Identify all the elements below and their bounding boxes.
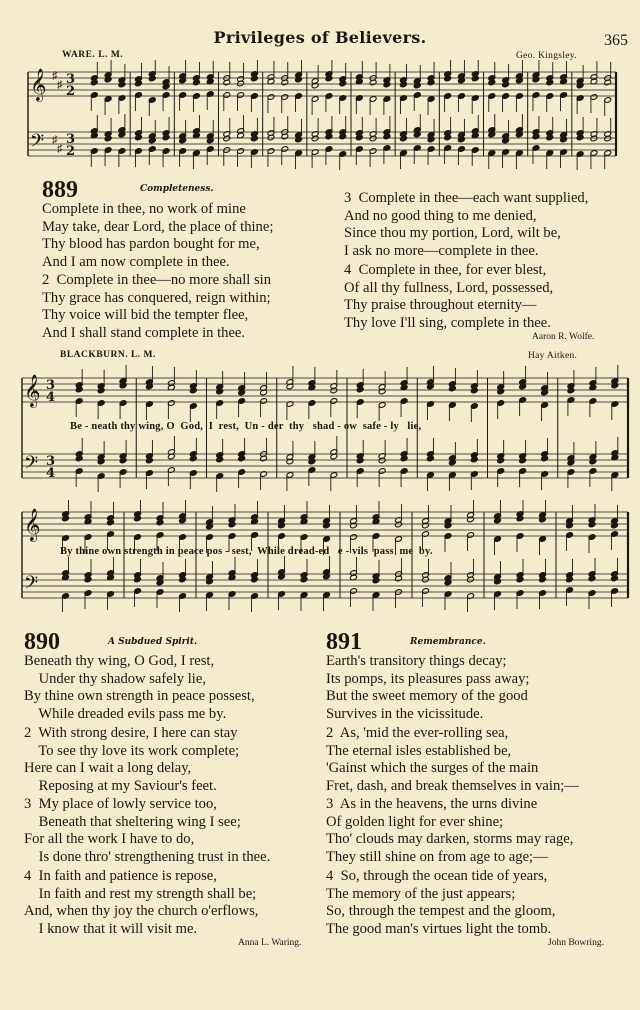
author-890: Anna L. Waring. [238, 938, 302, 948]
time-signature: 3 [66, 72, 76, 87]
tune-name-blackburn: BLACKBURN. L. M. [60, 350, 156, 360]
stanza-891-1: Earth's transitory things decay; Its pomps, its pleasures pass away; But the sweet memory of the good Survives in the vicissitude. [326, 653, 530, 722]
svg-text:4: 4 [46, 390, 56, 405]
hymn-subtitle-890: A Subdued Spirit. [108, 637, 198, 647]
stanza-890-2: 2 With strong desire, I here can stay To see thy love its work complete; Here can I wait a long delay, Reposing at my Saviour's feet. [24, 725, 240, 794]
music-system-ware [0, 60, 640, 175]
key-signature-icon: ♯ [52, 70, 58, 82]
author-891: John Bowring. [548, 938, 604, 948]
time-signature: 3 [46, 378, 56, 393]
lyrics-line-1: Be - neath thy wing, O God, I rest, Un - der thy shad - ow safe - ly lie, [70, 421, 422, 432]
clef-icon: 𝄢 [24, 453, 39, 478]
hymn-subtitle-889: Completeness. [140, 184, 214, 194]
tune-composer-ware: Geo. Kingsley. [516, 51, 577, 61]
svg-text:♯: ♯ [52, 134, 58, 146]
svg-text:♯: ♯ [57, 143, 63, 155]
stanza-889-4: 4 Complete in thee, for ever blest, Of all thy fullness, Lord, possessed, Thy praise throughout eternity— Thy love I'll sing, complete in thee. [344, 262, 554, 331]
stanza-890-3: 3 My place of lowly service too, Beneath that sheltering wing I see; For all the work I have to do, Is done thro' strengthening trust in thee. [24, 796, 271, 865]
svg-text:4: 4 [46, 466, 56, 481]
tune-composer-blackburn: Hay Aitken. [528, 351, 578, 361]
time-signature: 3 [66, 132, 76, 147]
hymn-number-889: 889 [42, 177, 78, 203]
clef-icon: 𝄢 [24, 573, 39, 598]
stanza-890-1: Beneath thy wing, O God, I rest, Under thy shadow safely lie, By thine own strength in peace possest, While dreaded evils pass me by. [24, 653, 255, 722]
svg-text:♯: ♯ [57, 79, 63, 91]
hymn-number-891: 891 [326, 629, 362, 655]
music-system-blackburn-2 [0, 500, 640, 630]
clef-icon: 𝄞 [30, 68, 47, 101]
stanza-889-1: Complete in thee, no work of mine May take, dear Lord, the place of thine; Thy blood has pardon bought for me, And I am now complete in thee. [42, 201, 274, 270]
clef-icon: 𝄞 [24, 374, 41, 407]
stanza-890-4: 4 In faith and patience is repose, In faith and rest my strength shall be; And, when thy joy the church o'erflows, I know that it will visit me. [24, 868, 259, 937]
svg-text:2: 2 [66, 84, 76, 99]
svg-text:2: 2 [66, 144, 76, 159]
hymn-subtitle-891: Remembrance. [410, 637, 486, 647]
stanza-891-2: 2 As, 'mid the ever-rolling sea, The eternal isles established be, 'Gainst which the surges of the main Fret, dash, and break themselves in vain;— [326, 725, 579, 794]
author-889: Aaron R. Wolfe. [532, 332, 595, 342]
stanza-889-2: 2 Complete in thee—no more shall sin Thy grace has conquered, reign within; Thy voice will bid the tempter flee, And I shall stand complete in thee. [42, 272, 272, 341]
lyrics-line-2: By thine own strength in peace pos - sest, While dread-ed e - vils pass me by. [60, 546, 433, 557]
page-title: Privileges of Believers. [213, 28, 427, 47]
time-signature: 3 [46, 454, 56, 469]
clef-icon: 𝄞 [24, 508, 41, 541]
clef-icon: 𝄢 [30, 131, 45, 156]
page-number: 365 [604, 32, 628, 49]
stanza-889-3: 3 Complete in thee—each want supplied, And no good thing to me denied, Since thou my portion, Lord, wilt be, I ask no more—complete in thee. [344, 190, 589, 259]
stanza-891-4: 4 So, through the ocean tide of years, The memory of the just appears; So, through the tempest and the gloom, The good man's virtues light the tomb. [326, 868, 556, 937]
tune-name-ware: WARE. L. M. [62, 50, 124, 60]
stanza-891-3: 3 As in the heavens, the urns divine Of golden light for ever shine; Tho' clouds may darken, storms may rage, They still shine on from age to age;— [326, 796, 574, 865]
hymn-number-890: 890 [24, 629, 60, 655]
